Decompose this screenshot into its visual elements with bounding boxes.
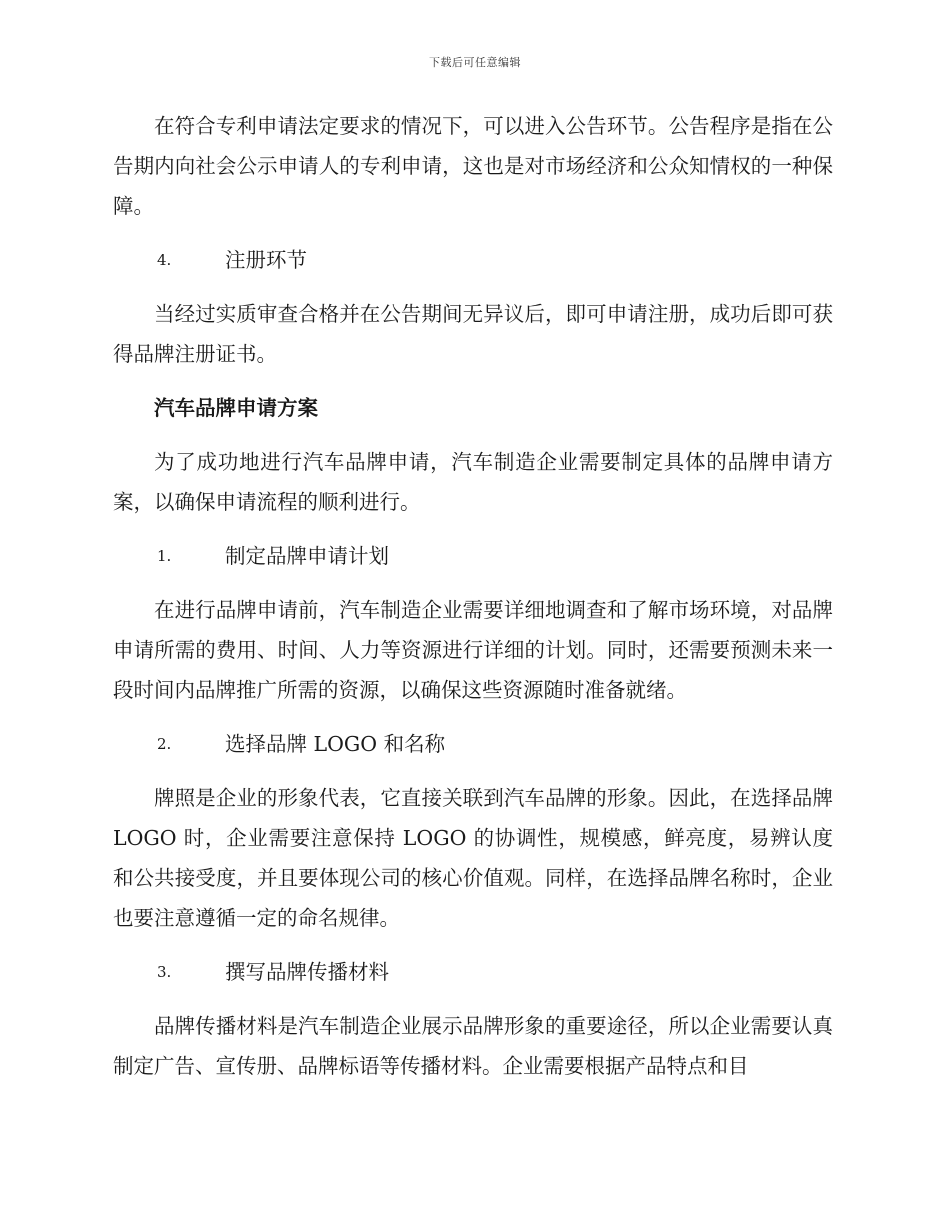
- paragraph-registration: 当经过实质审查合格并在公告期间无异议后，即可申请注册，成功后即可获得品牌注册证书。: [113, 302, 833, 366]
- paragraph-announcement: 在符合专利申请法定要求的情况下，可以进入公告环节。公告程序是指在公告期内向社会公示申请人的专利申请，这也是对市场经济和公众知情权的一种保障。: [113, 114, 833, 218]
- paragraph-plan-intro: 为了成功地进行汽车品牌申请，汽车制造企业需要制定具体的品牌申请方案，以确保申请流程的顺利进行。: [113, 450, 833, 514]
- list-item-2: [113, 724, 833, 764]
- section-heading: 汽车品牌申请方案: [154, 396, 318, 420]
- list-label: 撰写品牌传播材料: [225, 960, 389, 984]
- list-label: 制定品牌申请计划: [225, 544, 389, 568]
- paragraph-logo: 牌照是企业的形象代表，它直接关联到汽车品牌的形象。因此，在选择品牌 LOGO 时，企业需要注意保持 LOGO 的协调性，规模感，鲜亮度，易辨认度和公共接受度，并且要体现公司的核心价值观。同样，在选择品牌名称时，企业也要注意遵循一定的命名规律。: [113, 786, 833, 930]
- list-label: 选择品牌 LOGO 和名称: [225, 732, 446, 756]
- list-item-3: [113, 952, 833, 992]
- page-header: 下载后可任意编辑: [429, 56, 521, 69]
- list-item-1: [113, 536, 833, 576]
- list-label: 注册环节: [225, 248, 307, 272]
- paragraph-materials: 品牌传播材料是汽车制造企业展示品牌形象的重要途径，所以企业需要认真制定广告、宣传册、品牌标语等传播材料。企业需要根据产品特点和目: [113, 1014, 833, 1078]
- list-number: 2.: [157, 735, 172, 753]
- document-body: [113, 106, 833, 1086]
- list-number: 1.: [157, 547, 172, 565]
- paragraph-plan: 在进行品牌申请前，汽车制造企业需要详细地调查和了解市场环境，对品牌申请所需的费用、时间、人力等资源进行详细的计划。同时，还需要预测未来一段时间内品牌推广所需的资源，以确保这些资源随时准备就绪。: [113, 598, 833, 702]
- list-number: 3.: [157, 963, 172, 981]
- list-item-4: [113, 240, 833, 280]
- list-number: 4.: [157, 251, 172, 269]
